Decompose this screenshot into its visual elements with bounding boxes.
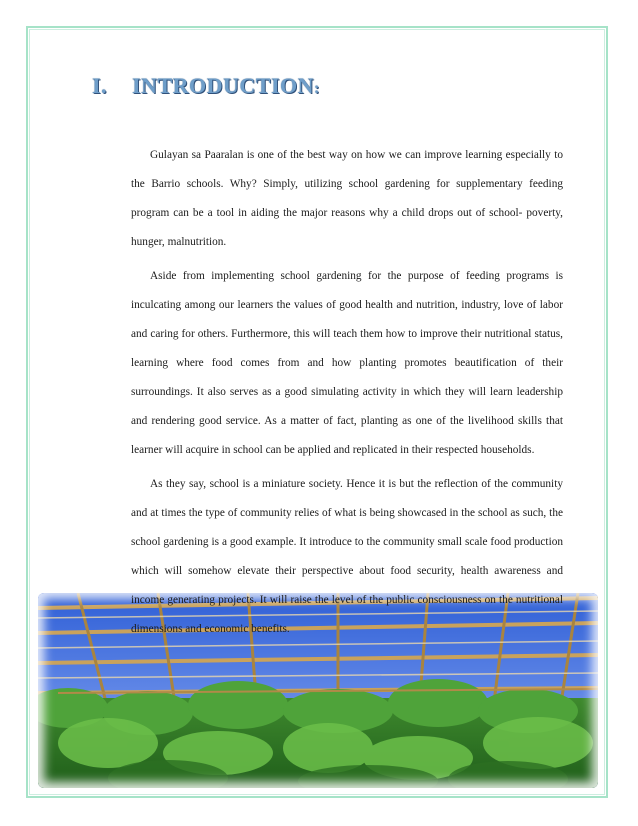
introduction-body [131, 141, 563, 649]
section-title-colon: : [314, 80, 320, 97]
section-number: I. [92, 73, 108, 98]
paragraph-1: Gulayan sa Paaralan is one of the best way on how we can improve learning especially to the Barrio schools. Why? Simply, utilizing school gardening for supplementary feeding program can be a tool in aiding the major reasons why a child drops out of school- poverty, hunger, malnutrition. [131, 149, 563, 248]
section-heading [92, 73, 320, 99]
paragraph-3: As they say, school is a miniature society. Hence it is but the reflection of the community and at times the type of community relies of what is being showcased in the school as such, the school gardening is a good example. It introduce to the community small scale food production which will somehow elevate their perspective about food security, health awareness and income generating projects. It will raise the level of the public consciousness on the nutritional dimensions and economic benefits. [131, 478, 563, 635]
section-title: INTRODUCTION [132, 73, 315, 98]
paragraph-2: Aside from implementing school gardening for the purpose of feeding programs is inculcating among our learners the values of good health and nutrition, industry, love of labor and caring for others. Furthermore, this will teach them how to improve their nutritional status, learning where food comes from and how planting promotes beautification of their surroundings. It also serves as a good simulating activity in which they will learn leadership and rendering good service. As a matter of fact, planting as one of the livelihood skills that learner will acquire in school can be applied and replicated in their respected households. [131, 270, 563, 456]
